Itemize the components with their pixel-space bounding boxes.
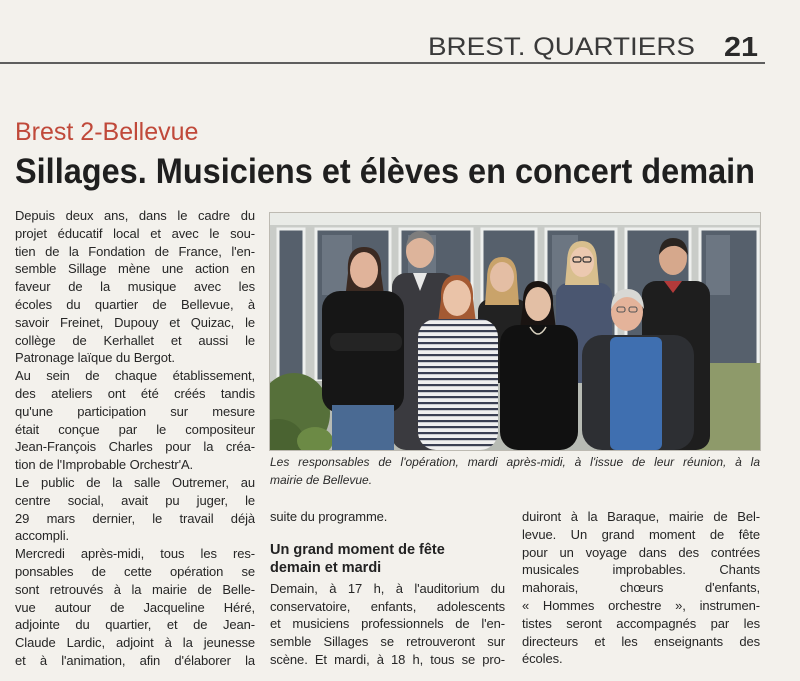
- article-text-line: 29 mars dernier, le travail déjà: [15, 510, 255, 526]
- article-text-line: suite du programme.: [270, 509, 388, 524]
- article-text-line: Au sein de chaque établissement,: [15, 368, 255, 384]
- article-text-line: Claude Lardic, adjoint à la jeunesse: [15, 635, 255, 651]
- article-text-line: accompli.: [15, 528, 70, 544]
- section-title: BREST. QUARTIERS: [428, 33, 695, 61]
- article-text-line: écoles.: [522, 651, 563, 667]
- subheading-line: Un grand moment de fête: [270, 541, 445, 558]
- article-subheading: [270, 541, 505, 577]
- article-text-line: qu'une participation sur mesure: [15, 403, 255, 419]
- article-headline: [15, 147, 760, 193]
- article-text-line: musicales improbables. Chants: [522, 562, 760, 578]
- page-number: 21: [724, 31, 758, 62]
- article-text-line: semble Sillage mène une action en: [15, 261, 255, 277]
- article-text-line: tien de la Fondation de France, l'en-: [15, 243, 255, 259]
- article-text-line: Mercredi après-midi, tous les res-: [15, 546, 255, 562]
- page-header: [0, 20, 800, 68]
- caption-line: mairie de Bellevue.: [270, 473, 373, 487]
- article-text-line: projet éducatif local et avec le sou-: [15, 225, 255, 241]
- article-text-line: conservatoire, enfants, adolescents: [270, 598, 505, 614]
- article-text-line: adjointe du quartier, et de Jean-: [15, 617, 255, 633]
- subheading-line: demain et mardi: [270, 559, 382, 576]
- article-text-line: centre social, avait pu juger, le: [15, 492, 255, 508]
- article-text-line: sont retrouvés à la mairie de Belle-: [15, 581, 255, 597]
- article-text-line: savoir Freinet, Dupouy et Quizac, le: [15, 314, 255, 330]
- article-text-line: pour un voyage dans des contrées: [522, 544, 760, 560]
- article-text-line: Demain, à 17 h, à l'auditorium du: [270, 580, 505, 596]
- article-text-line: ponsables de cette opération se: [15, 563, 255, 579]
- article-text-line: Le public de la salle Outremer, au: [15, 474, 255, 490]
- article-text-line: Patronage laïque du Bergot.: [15, 350, 175, 366]
- headline-text: Sillages. Musiciens et élèves en concert demain: [15, 152, 755, 191]
- article-text-line: était conçue par le compositeur: [15, 421, 255, 437]
- article-text-line: faveur de la musique avec les: [15, 279, 255, 295]
- article-text-line: duiront à la Baraque, mairie de Bel-: [522, 509, 760, 524]
- article-text-line: des ateliers ont été créés tandis: [15, 385, 255, 401]
- article-text-line: et à l'animation, afin d'élaborer la: [15, 652, 255, 668]
- article-text-line: « Hommes orchestre », instrumen-: [522, 597, 760, 613]
- article-text-line: Jean-François Charles pour la créa-: [15, 439, 255, 455]
- article-text-line: levue. Un grand moment de fête: [522, 526, 760, 542]
- article-text-line: écoles du quartier de Bellevue, à: [15, 296, 255, 312]
- column-2-intro: [270, 508, 505, 526]
- article-text-line: mahorais, chœurs d'enfants,: [522, 580, 760, 596]
- photo-caption: [270, 453, 760, 489]
- article-text-line: Depuis deux ans, dans le cadre du: [15, 208, 255, 223]
- article-column-3: [522, 508, 760, 668]
- article-text-line: scène. Et mardi, à 18 h, tous se pro-: [270, 651, 505, 667]
- group-photo: [270, 213, 760, 450]
- article-kicker: Brest 2-Bellevue: [15, 118, 199, 146]
- column-2-body: [270, 580, 505, 669]
- article-column-2: [270, 508, 505, 669]
- article-text-line: tion de l'Improbable Orchestr'A.: [15, 457, 194, 473]
- caption-line: Les responsables de l'opération, mardi après-midi, à l'issue de leur réunion, à la: [270, 455, 760, 469]
- article-text-line: et musiciens professionnels de l'en-: [270, 616, 505, 632]
- article-text-line: vue autour de Jacqueline Héré,: [15, 599, 255, 615]
- header-rule: [0, 62, 765, 64]
- article-text-line: directeurs et les enseignants des: [522, 633, 760, 649]
- article-text-line: collège de Kerhallet et aussi le: [15, 332, 255, 348]
- article-text-line: tistes seront accompagnés par les: [522, 615, 760, 631]
- article-column-1: [15, 207, 255, 670]
- article-text-line: semble Sillages se retrouveront sur: [270, 634, 505, 650]
